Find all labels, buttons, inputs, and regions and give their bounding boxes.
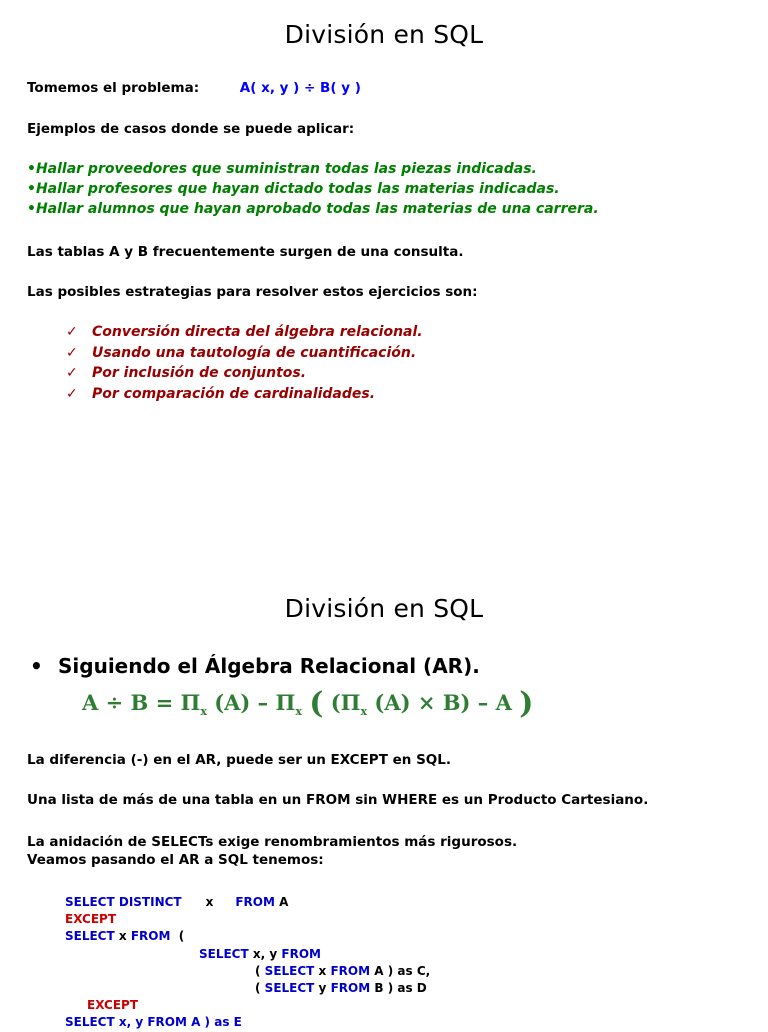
sql-token: ) as D — [387, 981, 427, 996]
strategy-label: Usando una tautología de cuantificación. — [92, 344, 417, 361]
problem-label: Tomemos el problema: — [27, 80, 200, 96]
bullet-item — [30, 654, 480, 678]
formula-term: (A) × B) – A — [367, 690, 520, 715]
sql-token: x, y — [252, 946, 278, 961]
formula-lhs: A ÷ B = — [82, 690, 181, 715]
relational-algebra-formula — [82, 686, 533, 721]
formula-term: ( — [323, 690, 341, 715]
sql-keyword: EXCEPT — [65, 912, 117, 927]
sql-token: ( — [255, 963, 261, 978]
code-line — [65, 928, 430, 945]
problem-line — [27, 80, 361, 96]
slide-title: División en SQL — [284, 20, 484, 49]
strategy-label: Por inclusión de conjuntos. — [92, 365, 307, 381]
sql-keyword: FROM — [130, 929, 171, 944]
code-line — [65, 894, 430, 911]
code-line — [65, 1014, 430, 1031]
list-item: •Hallar profesores que hayan dictado todas las materias indicadas. — [27, 181, 560, 197]
sql-token: A — [279, 895, 289, 909]
sql-token: x — [118, 929, 127, 944]
check-icon: ✓ — [66, 324, 78, 340]
slide-title: División en SQL — [284, 594, 484, 623]
pi-subscript: x — [295, 705, 302, 719]
code-line — [65, 997, 430, 1014]
list-item — [66, 322, 423, 343]
tables-note: Las tablas A y B frecuentemente surgen de una consulta. — [27, 244, 464, 260]
sql-token: A — [374, 963, 384, 978]
close-paren: ) — [519, 686, 534, 721]
sql-keyword: SELECT — [264, 963, 315, 978]
sql-token: ( — [255, 981, 261, 996]
sql-token: B — [374, 981, 384, 996]
sql-keyword: FROM — [281, 946, 321, 961]
strategies-list — [66, 322, 423, 404]
examples-intro: Ejemplos de casos donde se puede aplicar: — [27, 121, 355, 137]
sql-keyword: FROM — [330, 963, 371, 978]
sql-keyword: EXCEPT — [87, 998, 139, 1013]
list-item — [66, 343, 423, 364]
sql-code-block — [65, 894, 430, 1032]
strategy-label: Conversión directa del álgebra relacional. — [92, 324, 423, 340]
sql-token: ( — [178, 929, 185, 944]
text-line: La anidación de SELECTs exige renombramientos más rigurosos. — [27, 834, 518, 850]
sql-keyword: SELECT — [65, 929, 115, 944]
list-item: •Hallar alumnos que hayan aprobado todas las materias de una carrera. — [27, 201, 599, 217]
pi-symbol: Π — [340, 690, 361, 715]
code-line — [65, 911, 430, 928]
list-item: •Hallar proveedores que suministran todas las piezas indicadas. — [27, 161, 537, 177]
formula-term: (A) – — [206, 690, 276, 715]
bullet-icon: • — [30, 654, 43, 678]
text-line: La diferencia (-) en el AR, puede ser un EXCEPT en SQL. — [27, 752, 452, 768]
code-line — [65, 980, 430, 997]
pi-subscript: x — [200, 705, 207, 719]
slide-2 — [0, 580, 768, 1030]
sql-token: ) as C, — [387, 963, 431, 978]
bullet-text: Siguiendo el Álgebra Relacional (AR). — [58, 654, 480, 678]
sql-keyword: SELECT — [199, 946, 249, 961]
check-icon: ✓ — [66, 344, 78, 361]
sql-token: x — [318, 963, 327, 978]
strategies-intro: Las posibles estrategias para resolver estos ejercicios son: — [27, 284, 478, 300]
code-line — [65, 963, 430, 980]
code-line — [65, 946, 430, 963]
pi-subscript: x — [360, 705, 368, 719]
text-line: Una lista de más de una tabla en un FROM sin WHERE es un Producto Cartesiano. — [27, 792, 649, 808]
sql-keyword: SELECT — [264, 981, 315, 996]
list-item — [66, 363, 423, 384]
check-icon: ✓ — [66, 385, 78, 402]
list-item — [66, 384, 423, 405]
text-line: Veamos pasando el AR a SQL tenemos: — [27, 852, 324, 868]
examples-list — [27, 159, 599, 219]
sql-token: SELECT x, y FROM A ) as E — [65, 1015, 242, 1030]
pi-symbol: Π — [275, 690, 296, 715]
sql-keyword: FROM — [235, 895, 275, 909]
strategy-label: Por comparación de cardinalidades. — [92, 385, 376, 402]
open-paren: ( — [309, 686, 324, 721]
check-icon: ✓ — [66, 365, 78, 381]
sql-keyword: FROM — [330, 981, 371, 996]
sql-keyword: SELECT DISTINCT — [65, 895, 182, 909]
sql-token: x — [205, 895, 214, 909]
pi-symbol: Π — [180, 690, 201, 715]
sql-token: y — [318, 981, 327, 996]
problem-expression: A( x, y ) ÷ B( y ) — [239, 80, 361, 96]
